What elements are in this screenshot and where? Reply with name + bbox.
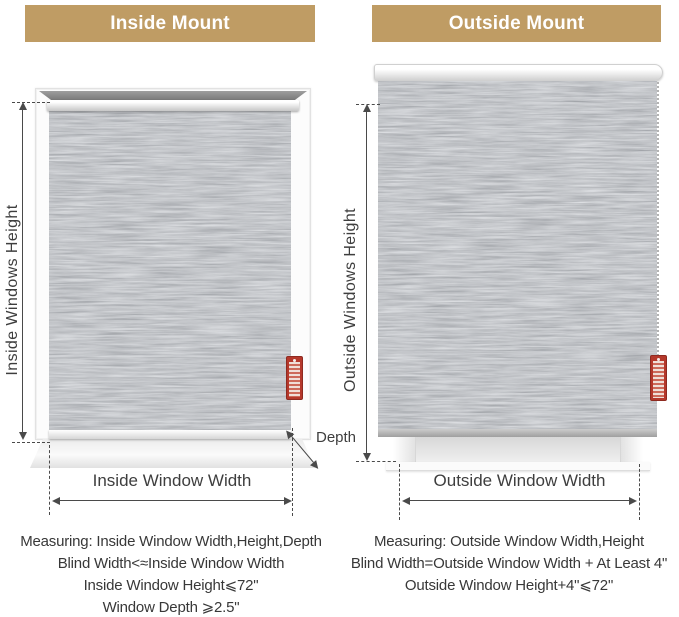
- inside-width-label: Inside Window Width: [92, 471, 252, 490]
- outside-note-line: Outside Window Height+4"⩽72": [404, 577, 614, 594]
- inside-mount-banner: Inside Mount: [25, 5, 315, 42]
- pull-chain: [657, 82, 659, 356]
- inside-note-line: Inside Window Height⩽72": [83, 577, 259, 594]
- width-arrow: [410, 500, 629, 501]
- blind-headrail: [374, 64, 663, 81]
- window-frame-right-post: [620, 437, 643, 463]
- width-guide-right: [639, 464, 640, 520]
- width-guide-left: [399, 464, 400, 520]
- window-recess-shadow: [416, 437, 620, 463]
- height-arrow: [366, 112, 367, 453]
- outside-note-line: Blind Width=Outside Window Width + At Least 4": [350, 555, 668, 572]
- inside-note-line: Measuring: Inside Window Width,Height,Depth: [20, 533, 322, 550]
- outside-height-label: Outside Windows Height: [342, 208, 359, 392]
- outside-mount-banner: Outside Mount: [372, 5, 661, 42]
- window-sill: [386, 462, 650, 471]
- depth-label: Depth: [316, 429, 357, 446]
- outside-width-label: Outside Window Width: [433, 471, 606, 490]
- height-guide-bottom: [356, 461, 396, 462]
- fabric-texture: [378, 81, 657, 430]
- inside-note-line: Blind Width<≈Inside Window Width: [57, 555, 285, 572]
- inside-note-line: Window Depth ⩾2.5": [102, 599, 240, 616]
- warning-tag: [650, 355, 667, 401]
- blind-fabric: [378, 81, 657, 430]
- inside-height-label: Inside Windows Height: [4, 204, 21, 376]
- outside-note-line: Measuring: Outside Window Width,Height: [373, 533, 645, 550]
- blind-bottom-bar: [378, 429, 657, 437]
- window-frame-left-post: [393, 437, 416, 463]
- outside-notes: [344, 531, 674, 597]
